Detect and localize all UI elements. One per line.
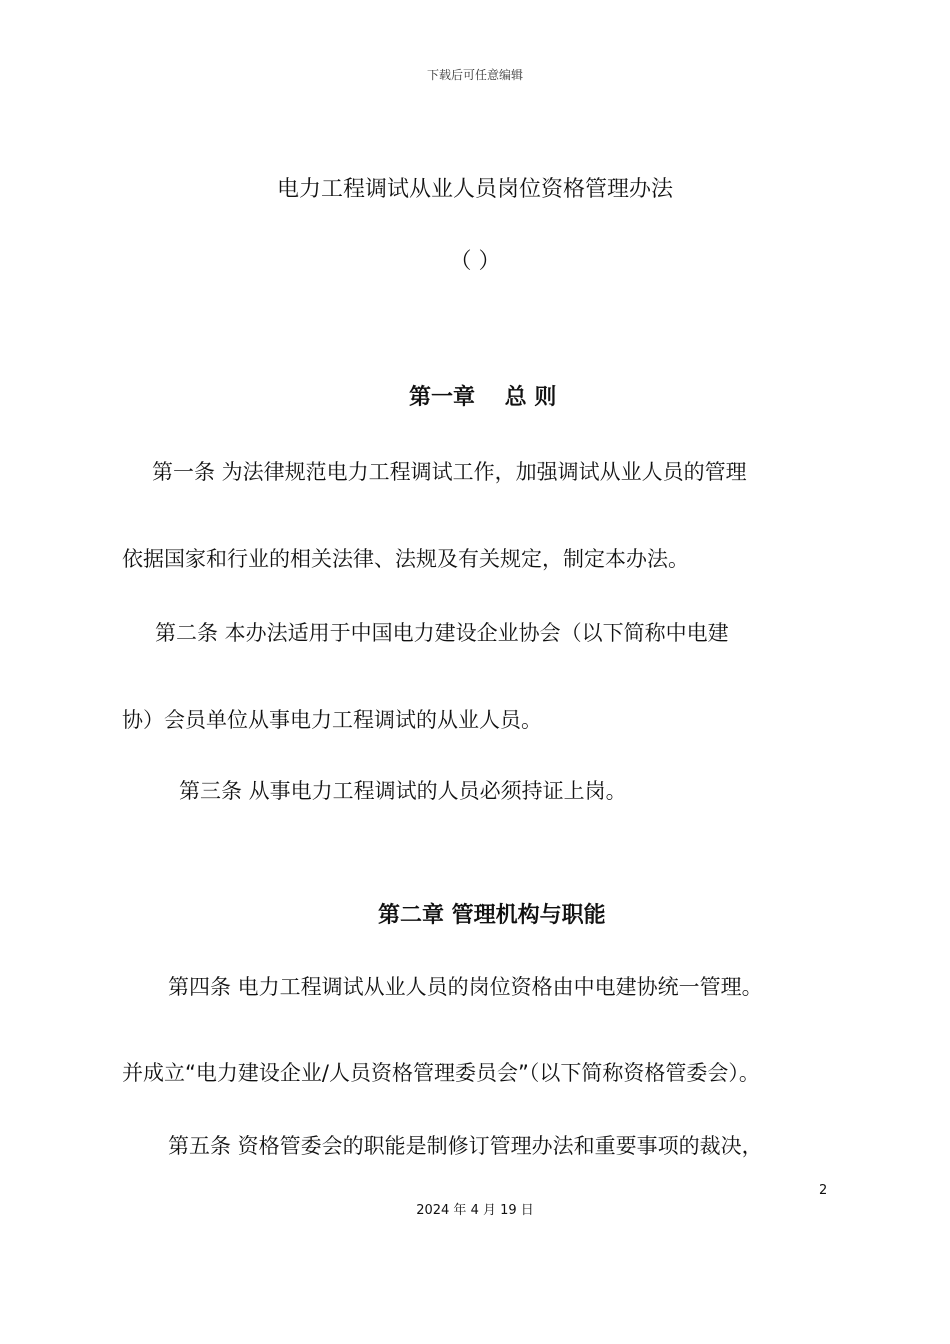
article-4-line-1: 第四条 电力工程调试从业人员的岗位资格由中电建协统一管理。: [168, 975, 763, 999]
article-1-line-1: 第一条 为法律规范电力工程调试工作，加强调试从业人员的管理: [152, 460, 747, 484]
article-3: 第三条 从事电力工程调试的人员必须持证上岗。: [179, 779, 627, 803]
header-note: 下载后可任意编辑: [426, 68, 523, 82]
article-2-line-1: 第二条 本办法适用于中国电力建设企业协会（以下简称中电建: [155, 621, 729, 645]
page-number: 2: [819, 1183, 828, 1198]
article-4-line-2: 并成立“电力建设企业/人员资格管理委员会”（以下简称资格管委会）。: [122, 1061, 760, 1085]
footer-date: 2024 年 4 月 19 日: [416, 1203, 534, 1218]
document-subtitle: （ ）: [449, 249, 501, 274]
document-title: 电力工程调试从业人员岗位资格管理办法: [276, 177, 673, 202]
article-1-line-2: 依据国家和行业的相关法律、法规及有关规定，制定本办法。: [122, 547, 689, 571]
article-2-line-2: 协）会员单位从事电力工程调试的从业人员。: [122, 708, 542, 732]
chapter-1-heading: 第一章 总 则: [409, 385, 557, 410]
chapter-2-heading: 第二章 管理机构与职能: [378, 903, 606, 928]
article-5-line-1: 第五条 资格管委会的职能是制修订管理办法和重要事项的裁决，: [168, 1134, 763, 1158]
